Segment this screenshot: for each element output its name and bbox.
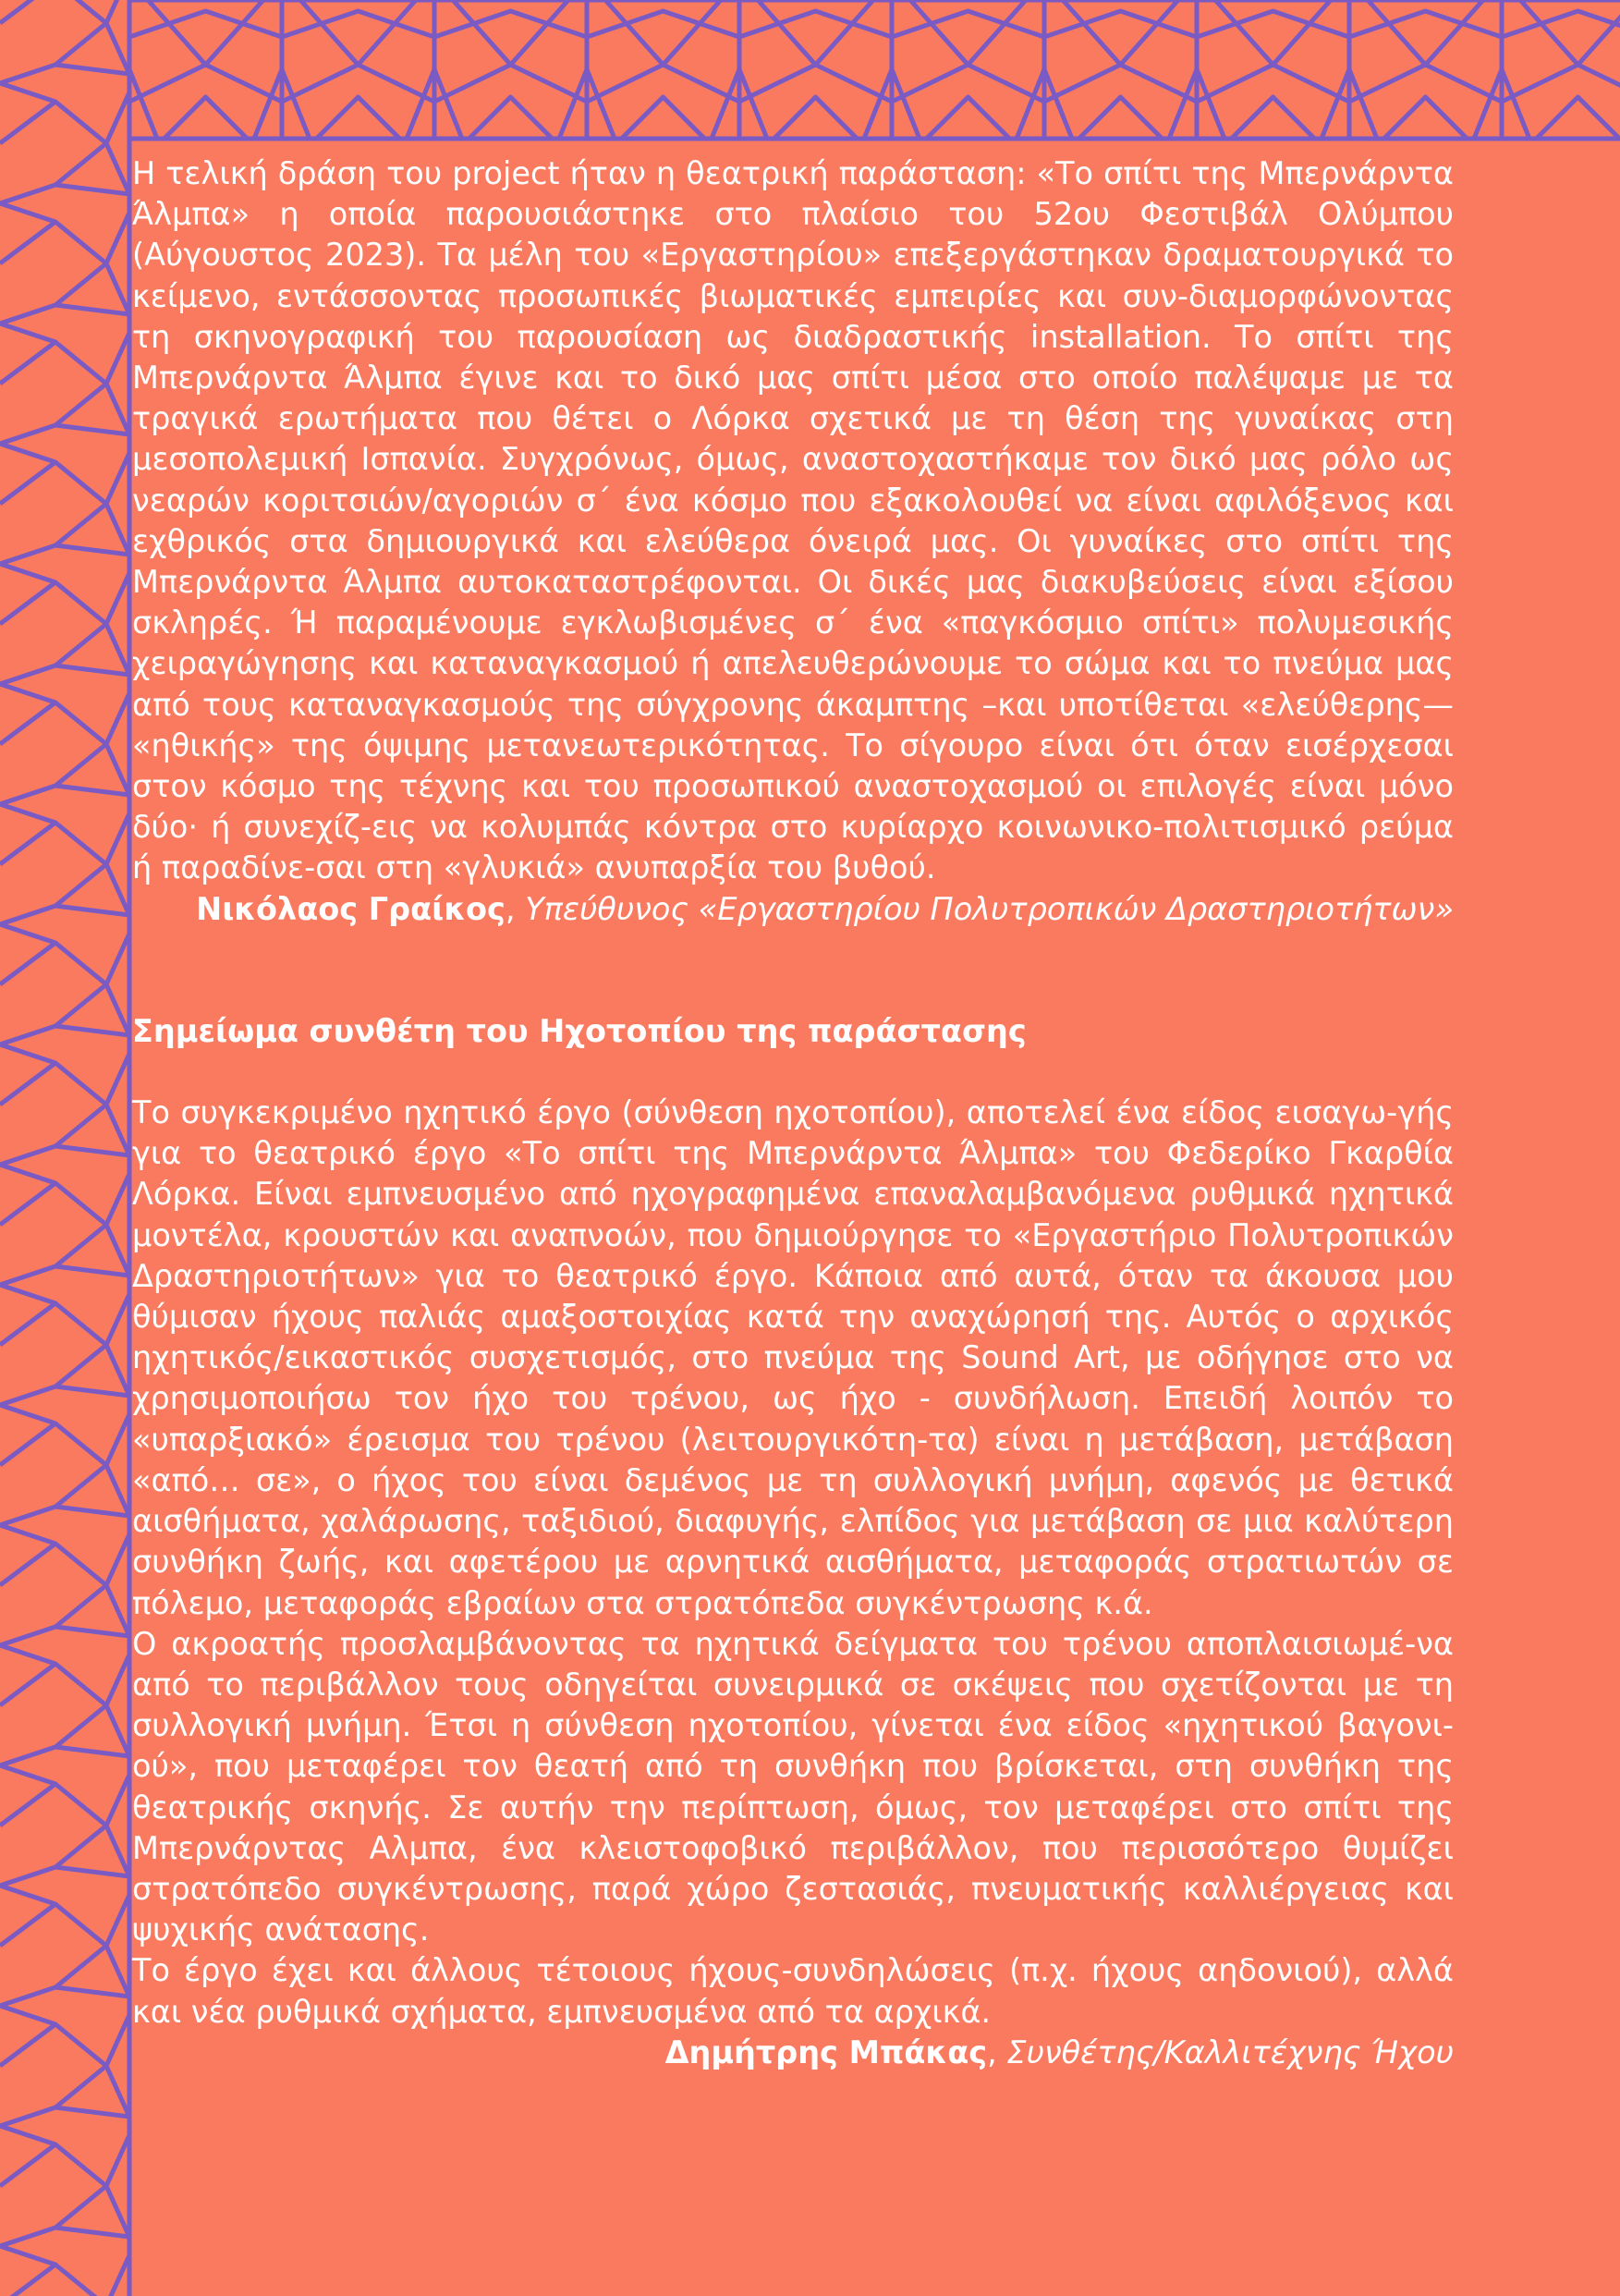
intro-paragraph: Η τελική δράση του project ήταν η θεατρική παράσταση: «Το σπίτι της Μπερνάρντα Άλμπα» η οποία παρουσιάστηκε στο πλαίσιο του 52ου Φεστιβάλ Ολύμπου (Αύγουστος 2023). Τα μέλη του «Εργαστηρίου» επεξεργάστηκαν δραματουργικά το κείμενο, εντάσσοντας προσωπικές βιωματικές εμπειρίες και συν-διαμορφώνοντας τη σκηνογραφική του παρουσίαση ως διαδραστικής installation. Το σπίτι της Μπερνάρντα Άλμπα έγινε και το δικό μας σπίτι μέσα στο οποίο παλέψαμε με τα τραγικά ερωτήματα που θέτει ο Λόρκα σχετικά με τη θέση της γυναίκας στη μεσοπολεμική Ισπανία. Συγχρόνως, όμως, αναστοχαστήκαμε τον δικό μας ρόλο ως νεαρών κοριτσιών/αγοριών σ΄ ένα κόσμο που εξακολουθεί να είναι αφιλόξενος και εχθρικός στα δημιουργικά και ελεύθερα όνειρά μας. Οι γυναίκες στο σπίτι της Μπερνάρντα Άλμπα αυτοκαταστρέφονται. Οι δικές μας διακυβεύσεις είναι εξίσου σκληρές. Ή παραμένουμε εγκλωβισμένες σ΄ ένα «παγκόσμιο σπίτι» πολυμεσικής χειραγώγησης και καταναγκασμού ή απελευθερώνουμε το σώμα και το πνεύμα μας από τους καταναγκασμούς της σύγχρονης άκαμπτης –και υποτίθεται «ελεύθερης— «ηθικής» της όψιμης μετανεωτερικότητας. Το σίγουρο είναι ότι όταν εισέρχεσαι στον κόσμο της τέχνης και του προσωπικού αναστοχασμού οι επιλογές είναι μόνο δύο· ή συνεχίζ-εις να κολυμπάς κόντρα στο κυρίαρχο κοινωνικο-πολιτισμικό ρεύμα ή παραδίνε-σαι στη «γλυκιά» ανυπαρξία του βυθού. bbox=[132, 155, 1454, 886]
signature-1-name: Νικόλαος Γραίκος bbox=[196, 890, 505, 927]
signature-2-role: Συνθέτης/Καλλιτέχνης Ήχου bbox=[1006, 2033, 1454, 2070]
composer-paragraph-2: Ο ακροατής προσλαμβάνοντας τα ηχητικά δείγματα του τρένου αποπλαισιωμέ-να από το περιβάλλον τους οδηγείται συνειρμικά σε σκέψεις που σχετίζονται με τη συλλογική μνήμη. Έτσι η σύνθεση ηχοτοπίου, γίνεται ένα είδος «ηχητικού βαγονι-ού», που μεταφέρει τον θεατή από τη συνθήκη που βρίσκεται, στη συνθήκη της θεατρικής σκηνής. Σε αυτήν την περίπτωση, όμως, τον μεταφέρει στο σπίτι της Μπερνάρντας Αλμπα, ένα κλειστοφοβικό περιβάλλον, που περισσότερο θυμίζει στρατόπεδο συγκέντρωσης, παρά χώρο ζεστασιάς, πνευματικής καλλιέργειας και ψυχικής ανάτασης. bbox=[132, 1625, 1454, 1948]
composer-paragraph-1: Το συγκεκριμένο ηχητικό έργο (σύνθεση ηχοτοπίου), αποτελεί ένα είδος εισαγω-γής για το θεατρικό έργο «Το σπίτι της Μπερνάρντα Άλμπα» του Φεδερίκο Γκαρθία Λόρκα. Είναι εμπνευσμένο από ηχογραφημένα επαναλαμβανόμενα ρυθμικά ηχητικά μοντέλα, κρουστών και αναπνοών, που δημιούργησε το «Εργαστήριο Πολυτροπικών Δραστηριοτήτων» για το θεατρικό έργο. Κάποια από αυτά, όταν τα άκουσα μου θύμισαν ήχους παλιάς αμαξοστοιχίας κατά την αναχώρησή της. Αυτός ο αρχικός ηχητικός/εικαστικός συσχετισμός, στο πνεύμα της Sound Art, με οδήγησε στο να χρησιμοποιήσω τον ήχο του τρένου, ως ήχο - συνδήλωση. Επειδή λοιπόν το «υπαρξιακό» έρεισμα του τρένου (λειτουργικότη-τα) είναι η μετάβαση, μετάβαση «από… σε», ο ήχος του είναι δεμένος με τη συλλογική μνήμη, αφενός με θετικά αισθήματα, χαλάρωσης, ταξιδιού, διαφυγής, ελπίδος για μετάβαση σε μια καλύτερη συνθήκη ζωής, και αφετέρου με αρνητικά αισθήματα, μεταφοράς στρατιωτών σε πόλεμο, μεταφοράς εβραίων στα στρατόπεδα συγκέντρωσης κ.ά. bbox=[132, 1094, 1454, 1621]
document-body bbox=[132, 153, 1454, 2073]
signature-1-role: Υπεύθυνος «Εργαστηρίου Πολυτροπικών Δραστηριοτήτων» bbox=[525, 890, 1454, 927]
signature-2-separator: , bbox=[987, 2033, 1007, 2070]
signature-2 bbox=[132, 2033, 1454, 2073]
signature-1 bbox=[132, 889, 1454, 930]
composer-paragraph-3: Το έργο έχει και άλλους τέτοιους ήχους-συνδηλώσεις (π.χ. ήχους αηδονιού), αλλά και νέα ρυθμικά σχήματα, εμπνευσμένα από τα αρχικά. bbox=[132, 1952, 1454, 2030]
signature-2-name: Δημήτρης Μπάκας bbox=[664, 2033, 988, 2070]
signature-1-separator: , bbox=[505, 890, 526, 927]
section-heading: Σημείωμα συνθέτη του Ηχοτοπίου της παράστασης bbox=[132, 1012, 1027, 1049]
